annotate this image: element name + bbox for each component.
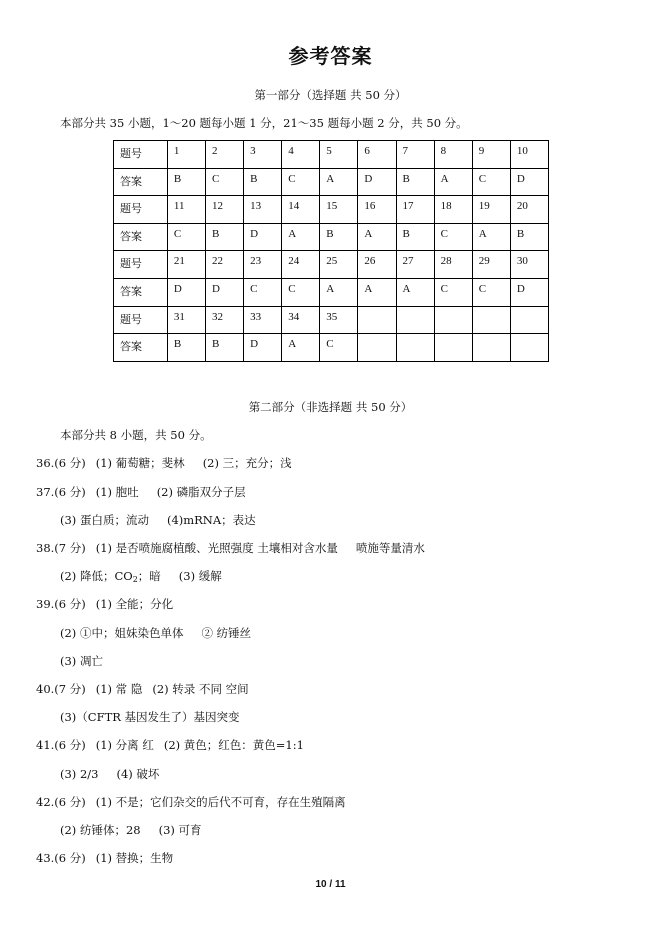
table-cell: C [434,278,472,306]
table-cell: 9 [472,141,510,169]
answer-part: (4) 破坏 [116,767,160,781]
table-cell: 15 [320,196,358,224]
table-cell: B [205,334,243,362]
table-cell: 1 [167,141,205,169]
answer-part: (3)（CFTR 基因发生了）基因突变 [60,710,240,724]
table-row [114,223,549,251]
answer-38 [36,540,425,556]
table-cell: 2 [205,141,243,169]
question-number: 36.(6 分) [36,456,86,470]
table-cell [358,306,396,334]
part1-heading: 第一部分（选择题 共 50 分） [254,88,407,102]
table-cell [396,334,434,362]
page-title: 参考答案 [288,44,373,68]
answer-39 [36,596,173,612]
table-cell: C [434,223,472,251]
answer-part: (1) 替换；生物 [95,851,174,865]
answer-part: (3) 可育 [158,823,202,837]
table-cell: B [167,168,205,196]
table-cell [472,306,510,334]
table-cell: A [320,278,358,306]
table-cell: 13 [244,196,282,224]
table-cell: 31 [167,306,205,334]
table-cell: C [282,168,320,196]
answer-42 [36,794,346,810]
table-cell: B [396,223,434,251]
table-row [114,334,549,362]
answer-42-cont [60,822,202,838]
table-cell: C [282,278,320,306]
table-cell: B [510,223,548,251]
table-cell: 5 [320,141,358,169]
table-cell: 10 [510,141,548,169]
table-cell: 12 [205,196,243,224]
table-cell: 4 [282,141,320,169]
row-label: 题号 [114,196,168,224]
answer-part: (2) 降低；$CO_2$；暗 [60,569,161,584]
table-cell: 14 [282,196,320,224]
table-cell: 28 [434,251,472,279]
answer-part: (1) 全能；分化 [95,597,174,611]
table-cell [396,306,434,334]
table-cell: 35 [320,306,358,334]
question-number: 37.(6 分) [36,485,86,499]
question-number: 43.(6 分) [36,851,86,865]
answer-part: 喷施等量清水 [355,541,425,555]
answer-part: (3) 缓解 [178,569,222,583]
table-cell: C [205,168,243,196]
question-number: 41.(6 分) [36,738,86,752]
table-cell: 23 [244,251,282,279]
answer-40 [36,681,249,697]
table-cell: 25 [320,251,358,279]
table-cell: A [434,168,472,196]
answer-36 [36,455,292,471]
table-cell: B [396,168,434,196]
table-cell: 7 [396,141,434,169]
table-row [114,278,549,306]
table-cell [472,334,510,362]
answer-part: (1) 胞吐 [95,485,139,499]
table-cell: 24 [282,251,320,279]
table-cell: C [167,223,205,251]
row-label: 题号 [114,251,168,279]
table-cell: D [358,168,396,196]
table-cell: A [282,334,320,362]
row-label: 答案 [114,223,168,251]
table-cell: 29 [472,251,510,279]
answer-39-cont2 [60,653,103,669]
table-cell [358,334,396,362]
table-row [114,168,549,196]
answer-part: (1) 葡萄糖；斐林 [95,456,185,470]
table-cell: A [358,223,396,251]
table-cell: D [167,278,205,306]
table-cell [510,306,548,334]
table-cell: 6 [358,141,396,169]
table-cell: 16 [358,196,396,224]
table-cell: 8 [434,141,472,169]
answer-part: (2) 磷脂双分子层 [156,485,246,499]
table-cell: B [320,223,358,251]
table-cell: 30 [510,251,548,279]
answer-part: (1) 不是；它们杂交的后代不可育，存在生殖隔离 [95,795,346,809]
table-cell: 20 [510,196,548,224]
answer-40-cont [60,709,240,725]
answer-38-cont [60,568,222,584]
answer-part: (3) 2/3 [60,767,99,781]
table-cell: 21 [167,251,205,279]
answer-part: (2) 纺锤体；28 [60,823,141,837]
answer-43 [36,850,173,866]
question-number: 39.(6 分) [36,597,86,611]
table-cell: 34 [282,306,320,334]
table-row [114,141,549,169]
table-cell: C [472,168,510,196]
table-cell: A [282,223,320,251]
table-cell: 19 [472,196,510,224]
table-cell: B [205,223,243,251]
table-row [114,306,549,334]
part1-intro: 本部分共 35 小题，1～20 题每小题 1 分，21～35 题每小题 2 分，共 50 分。 [60,116,468,130]
table-cell: 22 [205,251,243,279]
answer-part: (3) 蛋白质；流动 [60,513,149,527]
answer-part: (2) 转录 不同 空间 [152,682,249,696]
table-cell: B [167,334,205,362]
answer-part: (3) 凋亡 [60,654,103,668]
table-cell: 11 [167,196,205,224]
table-cell: C [244,278,282,306]
table-cell [434,306,472,334]
table-row [114,251,549,279]
table-cell [510,334,548,362]
row-label: 题号 [114,306,168,334]
table-cell: D [244,334,282,362]
table-cell: D [244,223,282,251]
table-row [114,196,549,224]
question-number: 38.(7 分) [36,541,86,555]
table-cell: C [320,334,358,362]
table-cell: A [472,223,510,251]
table-cell: B [244,168,282,196]
answer-part: (1) 常 隐 [95,682,143,696]
page-number: 10 / 11 [315,879,346,890]
answer-part: (4)mRNA；表达 [166,513,256,527]
table-cell: 27 [396,251,434,279]
table-cell: A [320,168,358,196]
answer-part: (2) 黄色；红色：黄色=1:1 [163,738,304,752]
table-cell: D [510,278,548,306]
answer-37 [36,484,246,500]
row-label: 答案 [114,168,168,196]
answer-37-cont [60,512,256,528]
part2-intro: 本部分共 8 小题，共 50 分。 [60,428,212,442]
question-number: 42.(6 分) [36,795,86,809]
answer-part: ② 纺锤丝 [201,626,252,640]
table-cell [434,334,472,362]
answer-41 [36,737,304,753]
answer-41-cont [60,766,159,782]
answer-39-cont [60,625,251,641]
table-cell: A [396,278,434,306]
table-cell: 26 [358,251,396,279]
question-number: 40.(7 分) [36,682,86,696]
answer-part: (2) 三；充分；浅 [202,456,292,470]
answer-table [113,140,549,362]
table-cell: C [472,278,510,306]
table-cell: 17 [396,196,434,224]
table-cell: 33 [244,306,282,334]
table-cell: A [358,278,396,306]
table-cell: D [510,168,548,196]
answer-part: (2) ①中；姐妹染色单体 [60,626,184,640]
row-label: 答案 [114,278,168,306]
answer-part: (1) 分离 红 [95,738,154,752]
table-cell: 3 [244,141,282,169]
answer-part: (1) 是否喷施腐植酸、光照强度 土壤相对含水量 [95,541,338,555]
table-cell: D [205,278,243,306]
table-cell: 32 [205,306,243,334]
row-label: 答案 [114,334,168,362]
table-cell: 18 [434,196,472,224]
row-label: 题号 [114,141,168,169]
part2-heading: 第二部分（非选择题 共 50 分） [248,400,413,414]
